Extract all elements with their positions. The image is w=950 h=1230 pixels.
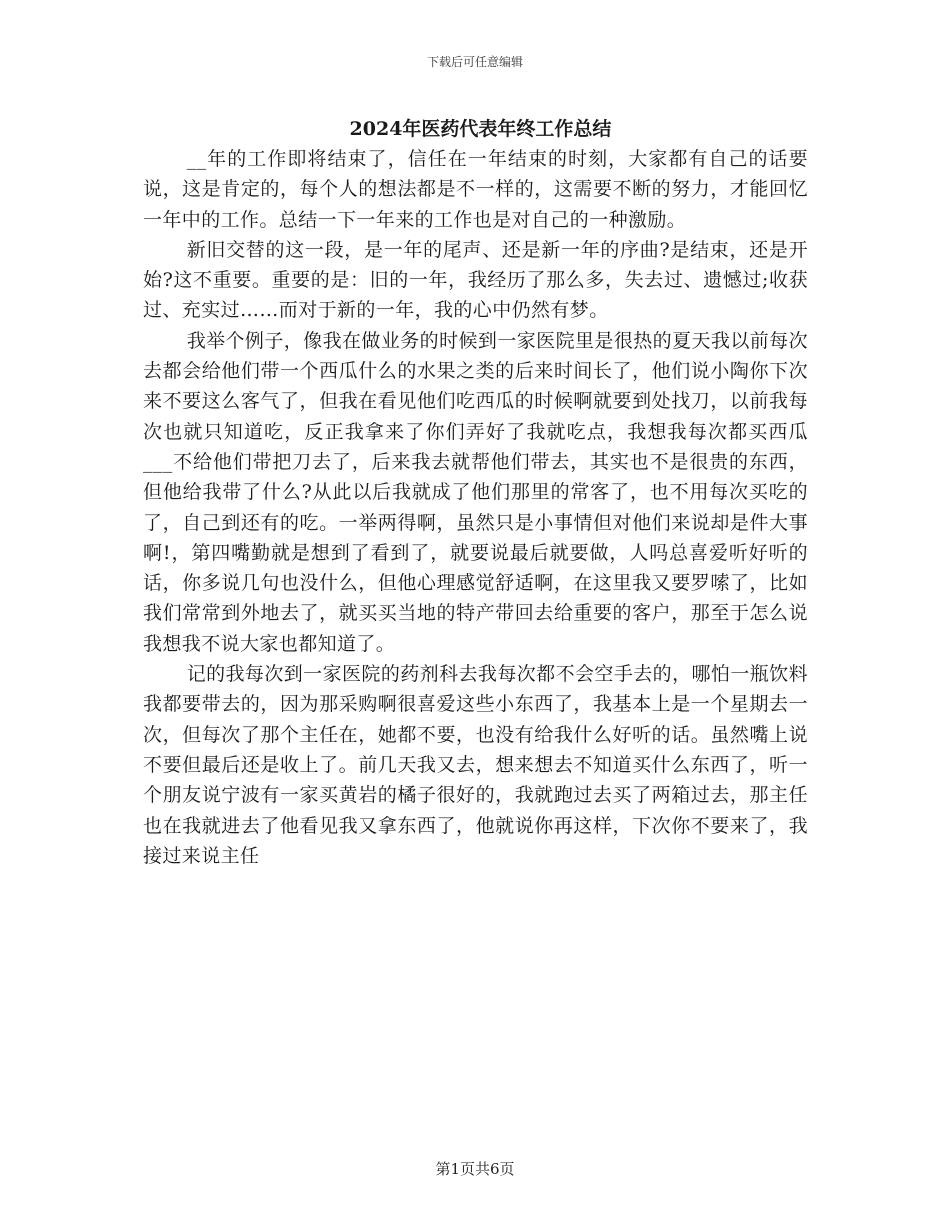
paragraph-2: 新旧交替的这一段，是一年的尾声、还是新一年的序曲?是结束，还是开始?这不重要。重要的是：旧的一年，我经历了那么多，失去过、遗憾过;收获过、充实过……而对于新的一年，我的心中仍然有梦。 [143,238,808,322]
paragraph-1: __年的工作即将结束了，信任在一年结束的时刻，大家都有自己的话要说，这是肯定的，每个人的想法都是不一样的，这需要不断的努力，才能回忆一年中的工作。总结一下一年来的工作也是对自己的一种激励。 [143,148,808,231]
document-title: 2024年医药代表年终工作总结 [349,118,612,140]
header-note: 下载后可任意编辑 [426,55,523,69]
paragraph-3: 我举个例子，像我在做业务的时候到一家医院里是很热的夏天我以前每次去都会给他们带一个西瓜什么的水果之类的后来时间长了，他们说小陶你下次来不要这么客气了，但我在看见他们吃西瓜的时候啊就要到处找刀，以前我每次也就只知道吃，反正我拿来了你们弄好了我就吃点，我想我每次都买西瓜___不给他们带把刀去了，后来我去就帮他们带去，其实也不是很贵的东西，但他给我带了什么?从此以后我就成了他们那里的常客了，也不用每次买吃的了，自己到还有的吃。一举两得啊，虽然只是小事情但对他们来说却是件大事啊!，第四嘴勤就是想到了看到了，就要说最后就要做，人吗总喜爱听好听的话，你多说几句也没什么，但他心理感觉舒适啊，在这里我又要罗嗦了，比如我们常常到外地去了，就买买当地的特产带回去给重要的客户，那至于怎么说我想我不说大家也都知道了。 [143,329,808,655]
page-footer: 第1页共6页 [435,1160,515,1178]
document-body [143,114,808,871]
paragraph-4: 记的我每次到一家医院的药剂科去我每次都不会空手去的，哪怕一瓶饮料我都要带去的，因为那采购啊很喜爱这些小东西了，我基本上是一个星期去一次，但每次了那个主任在，她都不要，也没有给我什么好听的话。虽然嘴上说不要但最后还是收上了。前几天我又去，想来想去不知道买什么东西了，听一个朋友说宁波有一家买黄岩的橘子很好的，我就跑过去买了两箱过去，那主任也在我就进去了他看见我又拿东西了，他就说你再这样，下次你不要来了，我接过来说主任 [143,663,808,867]
